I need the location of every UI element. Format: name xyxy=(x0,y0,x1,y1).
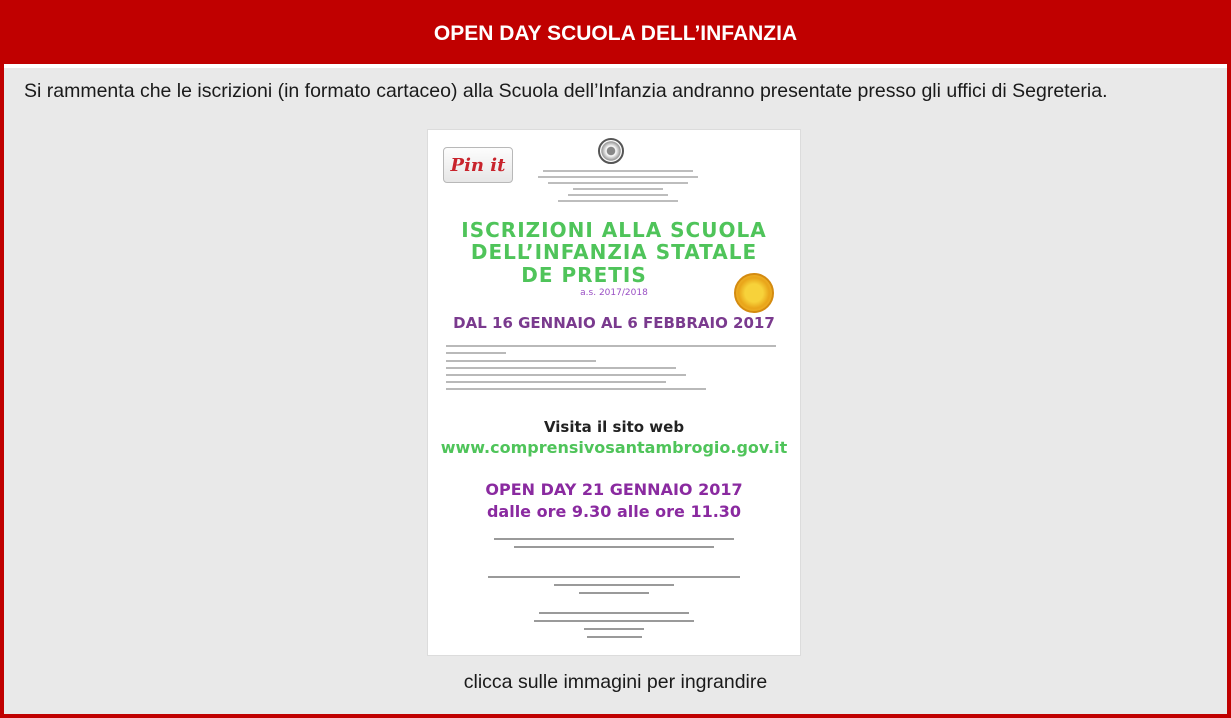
flyer-title-line-1: ISCRIZIONI ALLA SCUOLA xyxy=(461,218,767,242)
flyer-title-line-3: DE PRETIS xyxy=(521,263,647,287)
republic-emblem-icon xyxy=(598,138,624,164)
flyer-description-text xyxy=(446,345,786,395)
flyer-title-line-2: DELL’INFANZIA STATALE xyxy=(470,240,758,264)
flyer-image[interactable] xyxy=(427,129,801,656)
panel-title: OPEN DAY SCUOLA DELL’INFANZIA xyxy=(4,4,1227,64)
flyer-open-day-date: OPEN DAY 21 GENNAIO 2017 xyxy=(485,480,743,499)
lion-mascot-icon xyxy=(734,273,774,313)
announcement-text: Si rammenta che le iscrizioni (in formato cartaceo) alla Scuola dell’Infanzia andranno presentate presso gli uffici di Segreteria. xyxy=(24,80,1108,102)
flyer-office-text xyxy=(488,576,740,600)
flyer-website: www.comprensivosantambrogio.gov.it xyxy=(440,438,788,457)
flyer-office-hours-text xyxy=(488,612,740,644)
image-caption: clicca sulle immagini per ingrandire xyxy=(463,671,768,693)
flyer-appointment-text xyxy=(488,538,740,554)
flyer-enrollment-dates: DAL 16 GENNAIO AL 6 FEBBRAIO 2017 xyxy=(453,314,775,332)
school-header-text xyxy=(538,170,698,206)
flyer-school-year: a.s. 2017/2018 xyxy=(580,288,648,298)
flyer-visit-label: Visita il sito web xyxy=(543,418,685,436)
flyer-open-day-hours: dalle ore 9.30 alle ore 11.30 xyxy=(486,502,742,521)
pinterest-pin-button[interactable]: Pin it xyxy=(443,147,513,183)
